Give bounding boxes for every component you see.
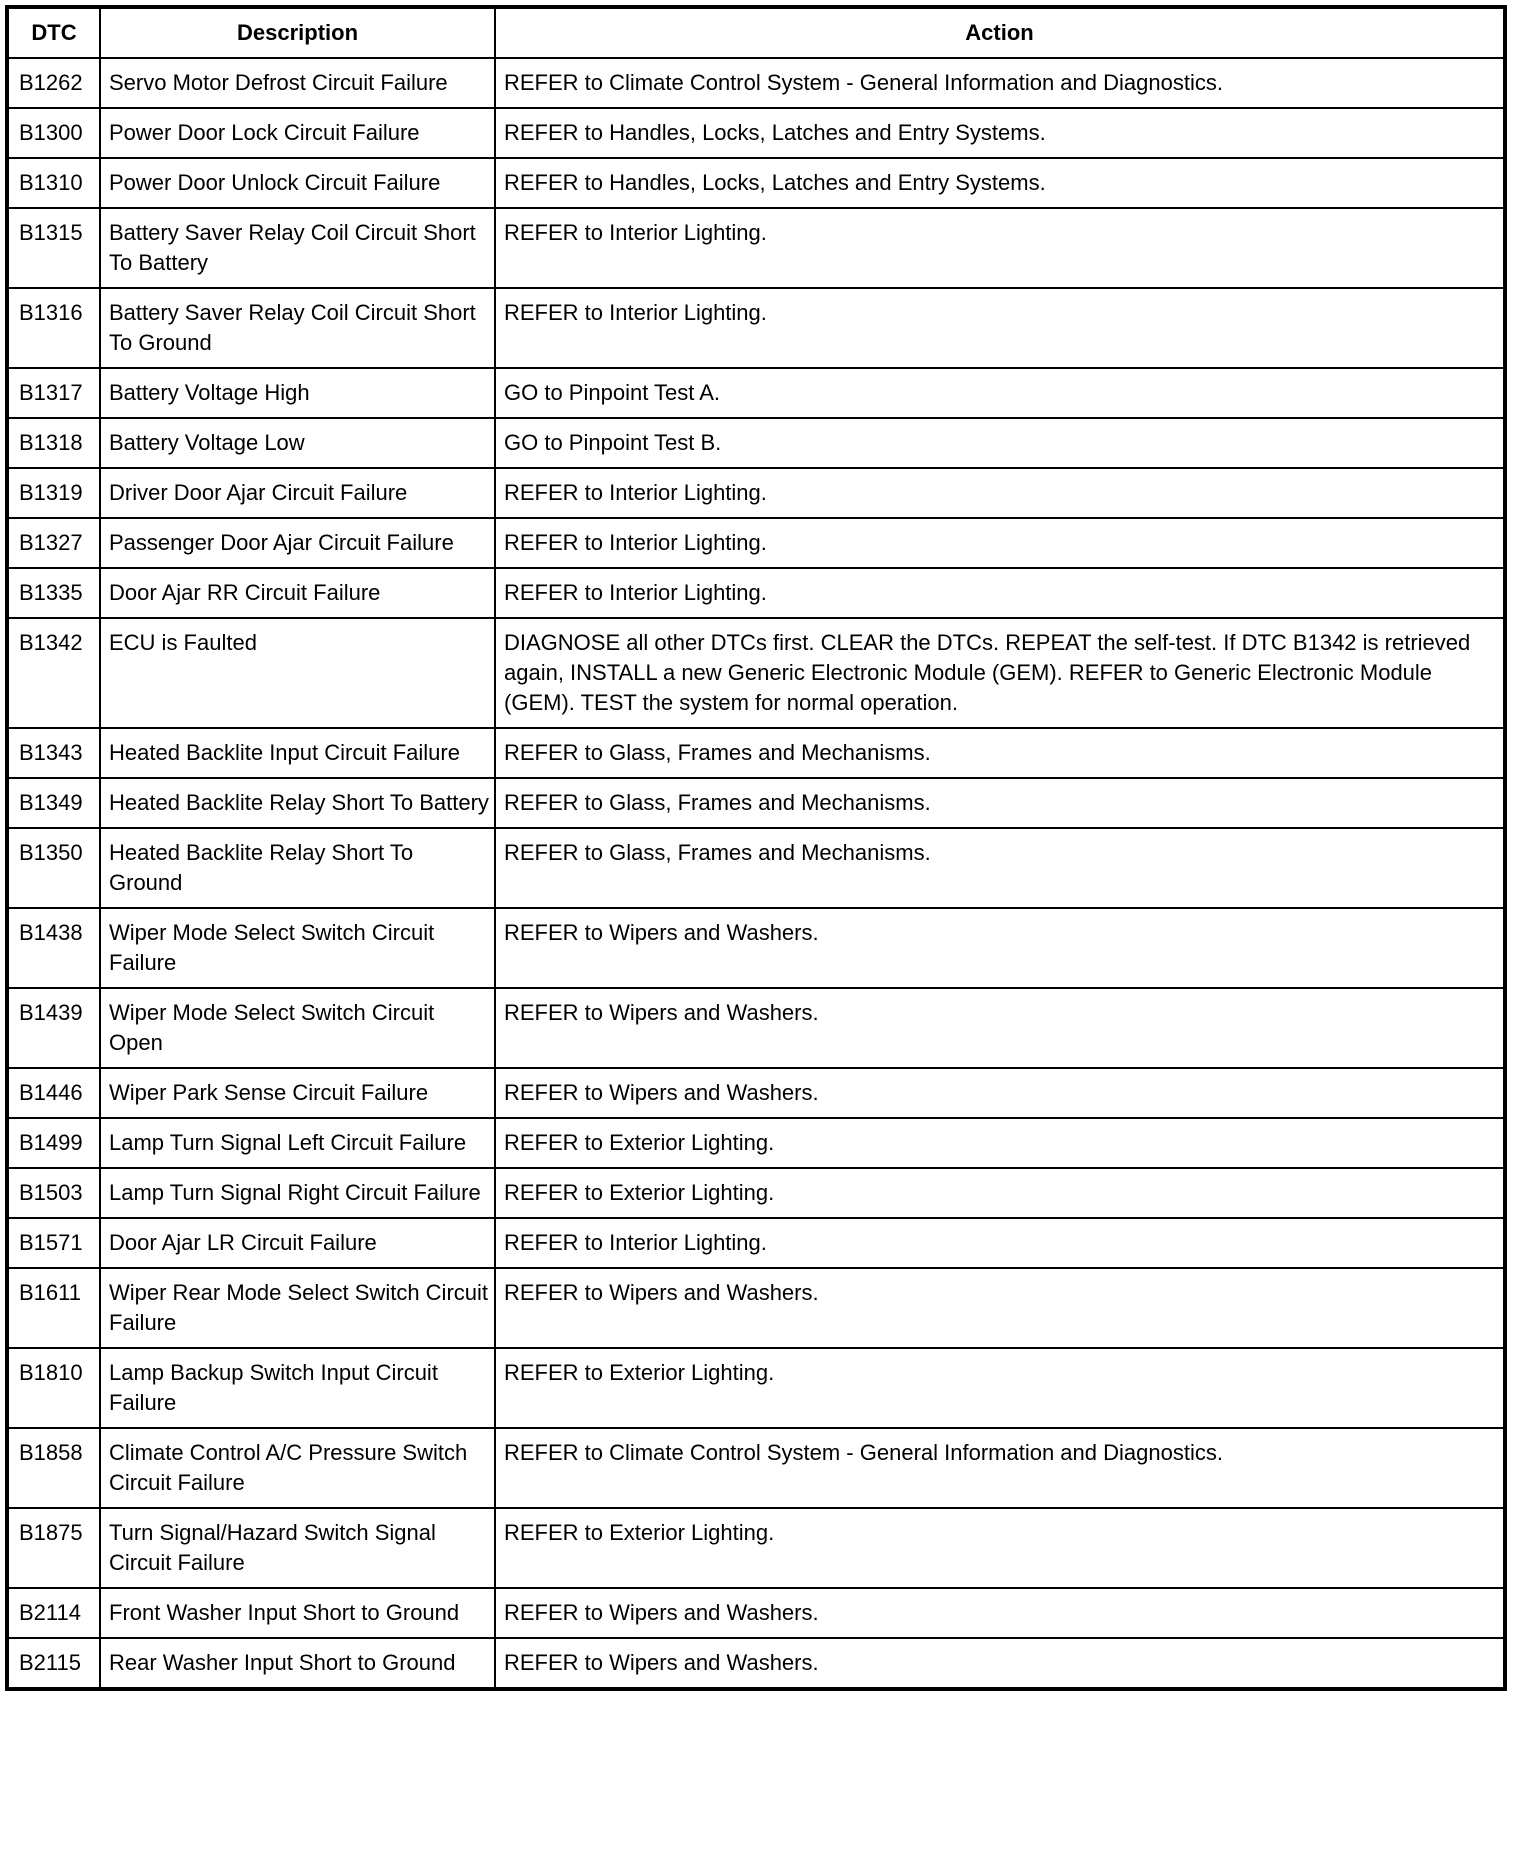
action-cell: REFER to Exterior Lighting.	[495, 1508, 1505, 1588]
table-row	[7, 1068, 1505, 1118]
description-cell: Battery Saver Relay Coil Circuit Short To Ground	[100, 288, 495, 368]
action-cell: REFER to Exterior Lighting.	[495, 1168, 1505, 1218]
table-row	[7, 288, 1505, 368]
dtc-code-cell: B2114	[7, 1588, 100, 1638]
dtc-code-cell: B1300	[7, 108, 100, 158]
description-cell: Power Door Lock Circuit Failure	[100, 108, 495, 158]
table-row	[7, 58, 1505, 108]
dtc-code-cell: B1438	[7, 908, 100, 988]
description-cell: Climate Control A/C Pressure Switch Circuit Failure	[100, 1428, 495, 1508]
dtc-code-cell: B1327	[7, 518, 100, 568]
dtc-code-cell: B1335	[7, 568, 100, 618]
description-cell: ECU is Faulted	[100, 618, 495, 728]
dtc-code-cell: B1810	[7, 1348, 100, 1428]
action-cell: REFER to Interior Lighting.	[495, 518, 1505, 568]
action-cell: REFER to Interior Lighting.	[495, 1218, 1505, 1268]
table-row	[7, 1118, 1505, 1168]
dtc-code-cell: B1350	[7, 828, 100, 908]
table-row	[7, 1588, 1505, 1638]
table-header-row	[7, 7, 1505, 58]
action-cell: REFER to Climate Control System - General Information and Diagnostics.	[495, 1428, 1505, 1508]
table-row	[7, 988, 1505, 1068]
table-row	[7, 1348, 1505, 1428]
table-row	[7, 728, 1505, 778]
dtc-table	[5, 5, 1507, 1691]
description-cell: Heated Backlite Input Circuit Failure	[100, 728, 495, 778]
description-cell: Door Ajar LR Circuit Failure	[100, 1218, 495, 1268]
dtc-code-cell: B1875	[7, 1508, 100, 1588]
table-row	[7, 518, 1505, 568]
table-row	[7, 208, 1505, 288]
action-cell: REFER to Glass, Frames and Mechanisms.	[495, 828, 1505, 908]
description-cell: Power Door Unlock Circuit Failure	[100, 158, 495, 208]
description-cell: Battery Voltage High	[100, 368, 495, 418]
action-cell: REFER to Interior Lighting.	[495, 288, 1505, 368]
description-cell: Front Washer Input Short to Ground	[100, 1588, 495, 1638]
action-cell: REFER to Glass, Frames and Mechanisms.	[495, 728, 1505, 778]
description-cell: Passenger Door Ajar Circuit Failure	[100, 518, 495, 568]
description-cell: Battery Voltage Low	[100, 418, 495, 468]
table-row	[7, 1218, 1505, 1268]
description-cell: Lamp Backup Switch Input Circuit Failure	[100, 1348, 495, 1428]
dtc-code-cell: B1316	[7, 288, 100, 368]
action-cell: REFER to Exterior Lighting.	[495, 1118, 1505, 1168]
table-row	[7, 778, 1505, 828]
action-cell: REFER to Wipers and Washers.	[495, 1268, 1505, 1348]
description-cell: Heated Backlite Relay Short To Battery	[100, 778, 495, 828]
dtc-code-cell: B1343	[7, 728, 100, 778]
table-row	[7, 158, 1505, 208]
column-header-description: Description	[100, 7, 495, 58]
table-row	[7, 1638, 1505, 1689]
table-row	[7, 418, 1505, 468]
table-row	[7, 618, 1505, 728]
description-cell: Lamp Turn Signal Left Circuit Failure	[100, 1118, 495, 1168]
description-cell: Battery Saver Relay Coil Circuit Short To Battery	[100, 208, 495, 288]
description-cell: Wiper Mode Select Switch Circuit Failure	[100, 908, 495, 988]
table-row	[7, 368, 1505, 418]
action-cell: REFER to Wipers and Washers.	[495, 1588, 1505, 1638]
action-cell: REFER to Handles, Locks, Latches and Entry Systems.	[495, 108, 1505, 158]
dtc-code-cell: B1262	[7, 58, 100, 108]
dtc-code-cell: B1342	[7, 618, 100, 728]
table-row	[7, 1168, 1505, 1218]
dtc-code-cell: B2115	[7, 1638, 100, 1689]
description-cell: Driver Door Ajar Circuit Failure	[100, 468, 495, 518]
description-cell: Wiper Mode Select Switch Circuit Open	[100, 988, 495, 1068]
dtc-code-cell: B1611	[7, 1268, 100, 1348]
action-cell: DIAGNOSE all other DTCs first. CLEAR the DTCs. REPEAT the self-test. If DTC B1342 is retrieved again, INSTALL a new Generic Electronic Module (GEM). REFER to Generic Electronic Module (GEM). TEST the system for normal operation.	[495, 618, 1505, 728]
dtc-code-cell: B1503	[7, 1168, 100, 1218]
action-cell: REFER to Climate Control System - General Information and Diagnostics.	[495, 58, 1505, 108]
action-cell: GO to Pinpoint Test B.	[495, 418, 1505, 468]
dtc-code-cell: B1499	[7, 1118, 100, 1168]
table-row	[7, 468, 1505, 518]
description-cell: Turn Signal/Hazard Switch Signal Circuit Failure	[100, 1508, 495, 1588]
table-row	[7, 1268, 1505, 1348]
action-cell: REFER to Interior Lighting.	[495, 468, 1505, 518]
action-cell: REFER to Glass, Frames and Mechanisms.	[495, 778, 1505, 828]
table-row	[7, 1508, 1505, 1588]
table-body	[7, 58, 1505, 1689]
dtc-code-cell: B1571	[7, 1218, 100, 1268]
dtc-code-cell: B1317	[7, 368, 100, 418]
action-cell: REFER to Wipers and Washers.	[495, 988, 1505, 1068]
table-row	[7, 108, 1505, 158]
description-cell: Servo Motor Defrost Circuit Failure	[100, 58, 495, 108]
action-cell: REFER to Interior Lighting.	[495, 208, 1505, 288]
description-cell: Wiper Park Sense Circuit Failure	[100, 1068, 495, 1118]
dtc-code-cell: B1319	[7, 468, 100, 518]
description-cell: Heated Backlite Relay Short To Ground	[100, 828, 495, 908]
dtc-code-cell: B1446	[7, 1068, 100, 1118]
table-row	[7, 828, 1505, 908]
dtc-code-cell: B1439	[7, 988, 100, 1068]
dtc-code-cell: B1318	[7, 418, 100, 468]
dtc-code-cell: B1310	[7, 158, 100, 208]
description-cell: Wiper Rear Mode Select Switch Circuit Failure	[100, 1268, 495, 1348]
column-header-dtc: DTC	[7, 7, 100, 58]
dtc-code-cell: B1315	[7, 208, 100, 288]
dtc-code-cell: B1858	[7, 1428, 100, 1508]
dtc-code-cell: B1349	[7, 778, 100, 828]
action-cell: REFER to Handles, Locks, Latches and Entry Systems.	[495, 158, 1505, 208]
description-cell: Rear Washer Input Short to Ground	[100, 1638, 495, 1689]
table-row	[7, 908, 1505, 988]
action-cell: REFER to Wipers and Washers.	[495, 908, 1505, 988]
description-cell: Lamp Turn Signal Right Circuit Failure	[100, 1168, 495, 1218]
action-cell: GO to Pinpoint Test A.	[495, 368, 1505, 418]
column-header-action: Action	[495, 7, 1505, 58]
action-cell: REFER to Wipers and Washers.	[495, 1638, 1505, 1689]
table-row	[7, 1428, 1505, 1508]
action-cell: REFER to Interior Lighting.	[495, 568, 1505, 618]
description-cell: Door Ajar RR Circuit Failure	[100, 568, 495, 618]
table-row	[7, 568, 1505, 618]
action-cell: REFER to Exterior Lighting.	[495, 1348, 1505, 1428]
action-cell: REFER to Wipers and Washers.	[495, 1068, 1505, 1118]
